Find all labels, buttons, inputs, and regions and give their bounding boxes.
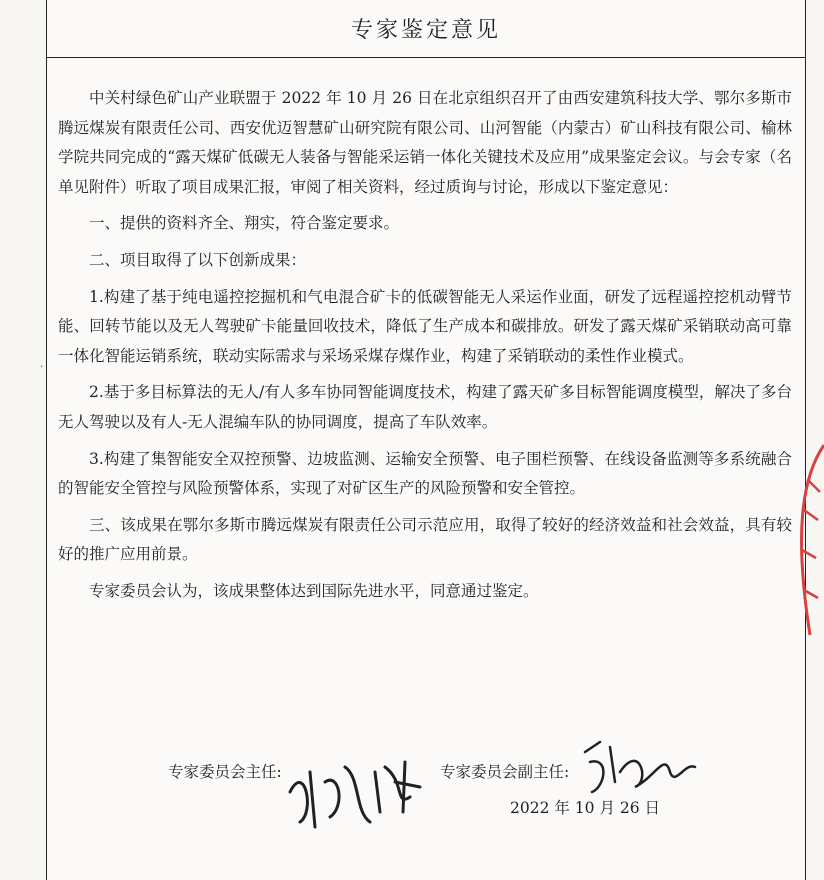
margin-dot: · bbox=[40, 362, 44, 373]
opinion-1: 一、提供的资料齐全、翔实，符合鉴定要求。 bbox=[89, 214, 400, 233]
opinion-2-heading: 二、项目取得了以下创新成果： bbox=[89, 250, 307, 269]
innovation-1: 1.构建了基于纯电遥控挖掘机和气电混合矿卡的低碳智能无人采运作业面，研发了远程遥控挖机动臂节能、回转节能以及无人驾驶矿卡能量回收技术，降低了生产成本和碳排放。研发了露天煤矿采销联动高可靠一体化智能运销系统，联动实际需求与采场采煤存煤作业，构建了采销联动的柔性作业模式。 bbox=[58, 287, 792, 365]
intro-paragraph: 中关村绿色矿山产业联盟于 2022 年 10 月 26 日在北京组织召开了由西安建筑科技大学、鄂尔多斯市腾远煤炭有限责任公司、西安优迈智慧矿山研究院有限公司、山河智能（内蒙古）矿山科技有限公司、榆林学院共同完成的“露天煤矿低碳无人装备与智能采运销一体化关键技术及应用”成果鉴定会议。与会专家（名单见附件）听取了项目成果汇报，审阅了相关资料，经过质询与讨论，形成以下鉴定意见： bbox=[58, 89, 792, 196]
innovation-2: 2.基于多目标算法的无人/有人多车协同智能调度技术，构建了露天矿多目标智能调度模型，解决了多台无人驾驶以及有人-无人混编车队的协同调度，提高了车队效率。 bbox=[58, 383, 792, 431]
chair-signature bbox=[285, 752, 435, 836]
vice-chair-label: 专家委员会副主任: bbox=[440, 763, 570, 781]
innovation-3: 3.构建了集智能安全双控预警、边坡监测、运输安全预警、电子围栏预警、在线设备监测等多系统融合的智能安全管控与风险预警体系，实现了对矿区生产的风险预警和安全管控。 bbox=[58, 449, 792, 498]
chair-label: 专家委员会主任: bbox=[168, 763, 282, 781]
red-stamp-edge bbox=[790, 440, 824, 644]
document-title: 专家鉴定意见 bbox=[350, 18, 501, 43]
document-body bbox=[58, 84, 792, 607]
vice-chair-signature bbox=[580, 732, 700, 806]
opinion-3: 三、该成果在鄂尔多斯市腾远煤炭有限责任公司示范应用，取得了较好的经济效益和社会效益，具有较好的推广应用前景。 bbox=[58, 515, 792, 564]
title-row bbox=[47, 0, 805, 58]
conclusion: 专家委员会认为，该成果整体达到国际先进水平，同意通过鉴定。 bbox=[89, 581, 539, 600]
document-date: 2022 年 10 月 26 日 bbox=[510, 799, 661, 817]
